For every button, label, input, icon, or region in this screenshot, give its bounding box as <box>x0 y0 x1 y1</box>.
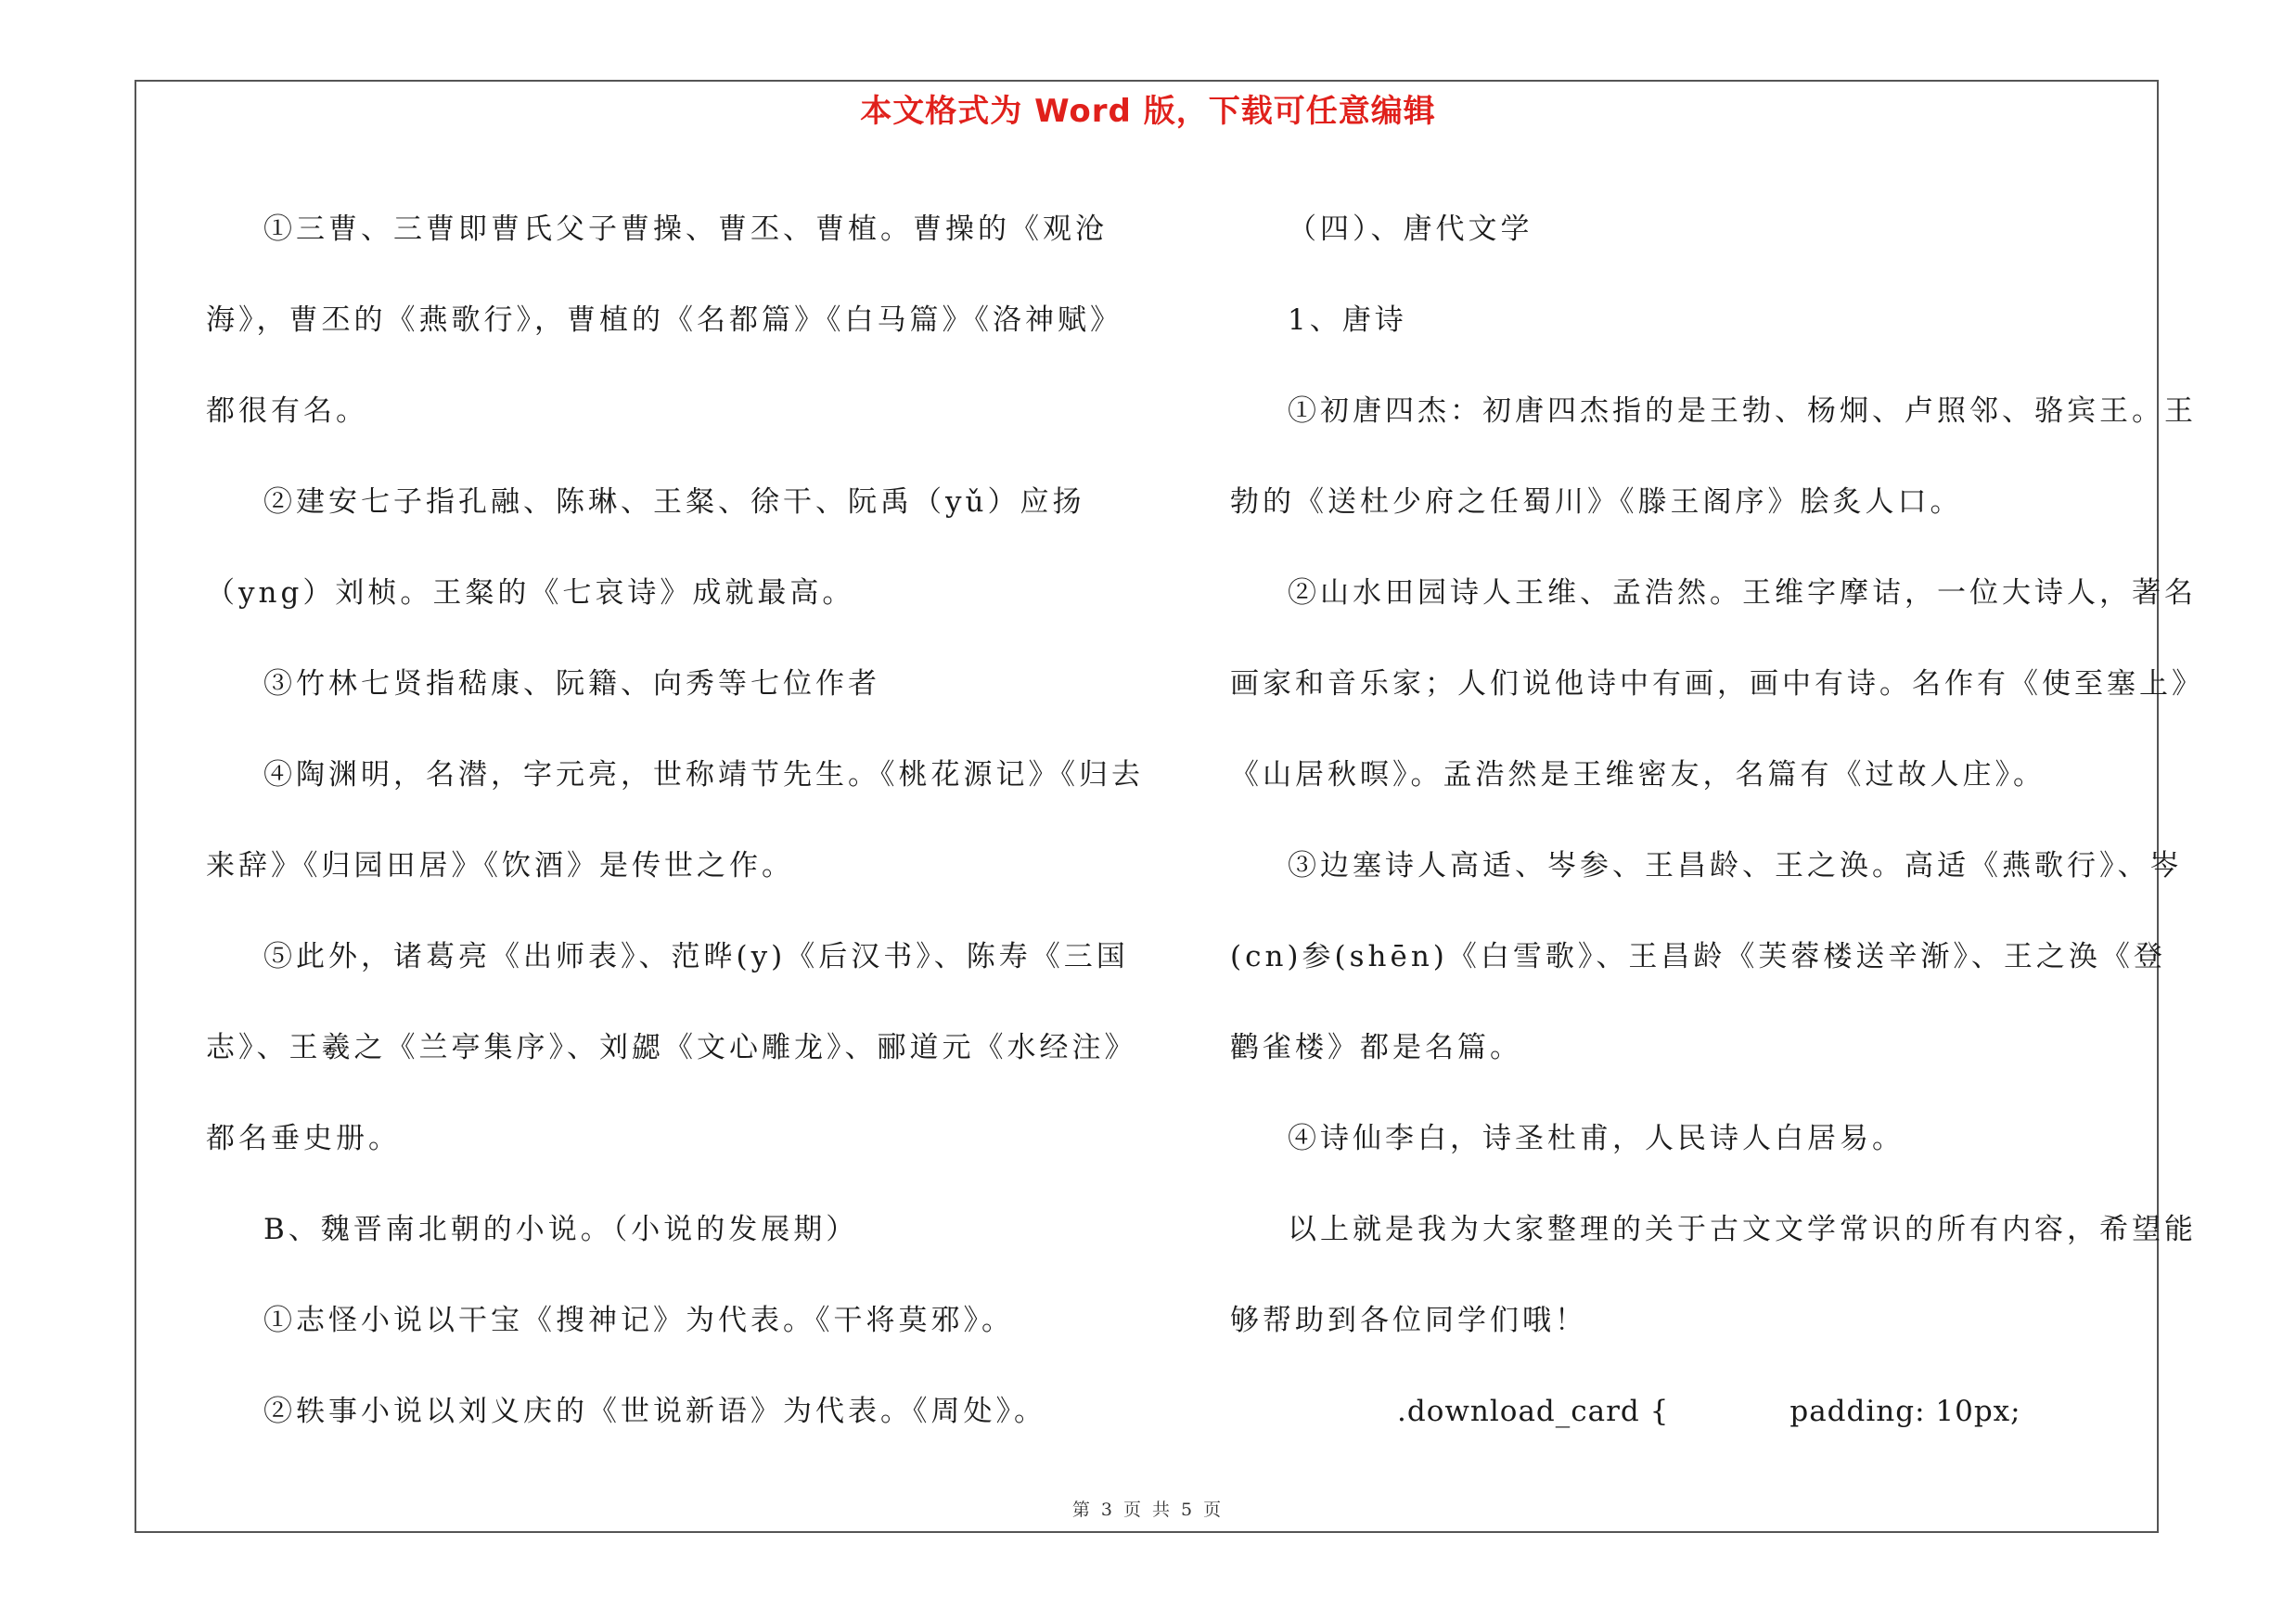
word-format-banner: 本文格式为 Word 版，下载可任意编辑 <box>860 93 1436 130</box>
paragraph-line: 勃的《送杜少府之任蜀川》《滕王阁序》脍炙人口。 <box>1230 485 1963 519</box>
paragraph-line: 都很有名。 <box>206 394 368 428</box>
paragraph-line: 鹳雀楼》都是名篇。 <box>1230 1031 1522 1064</box>
paragraph-line: 来辞》《归园田居》《饮酒》是传世之作。 <box>206 849 794 882</box>
paragraph-line: 以上就是我为大家整理的关于古文文学常识的所有内容，希望能 <box>1288 1213 2197 1246</box>
paragraph-line: ③竹林七贤指嵇康、阮籍、向秀等七位作者 <box>263 667 880 701</box>
paragraph-line: ②山水田园诗人王维、孟浩然。王维字摩诘，一位大诗人，著名 <box>1288 576 2197 610</box>
section-heading: B、魏晋南北朝的小说。（小说的发展期） <box>263 1213 859 1246</box>
paragraph-line: ②轶事小说以刘义庆的《世说新语》为代表。《周处》。 <box>263 1395 1046 1428</box>
css-selector-text: .download_card { <box>1397 1395 1670 1428</box>
paragraph-line: (cn)参(shēn)《白雪歌》、王昌龄《芙蓉楼送辛渐》、王之涣《登 <box>1230 940 2166 973</box>
paragraph-line: ④诗仙李白，诗圣杜甫，人民诗人白居易。 <box>1288 1122 1905 1155</box>
css-declaration-text: padding: 10px; <box>1789 1395 2021 1428</box>
paragraph-line: 海》，曹丕的《燕歌行》，曹植的《名都篇》《白马篇》《洛神赋》 <box>206 303 1122 337</box>
left-text-column <box>206 184 1152 1457</box>
stray-css-code-line <box>1230 1366 2176 1457</box>
page-number: 第 3 页 共 5 页 <box>1071 1500 1225 1520</box>
paragraph-line: 都名垂史册。 <box>206 1122 401 1155</box>
paragraph-line: 志》、王羲之《兰亭集序》、刘勰《文心雕龙》、郦道元《水经注》 <box>206 1031 1137 1064</box>
subsection-heading: 1、唐诗 <box>1288 303 1407 337</box>
paragraph-line: 画家和音乐家；人们说他诗中有画，画中有诗。名作有《使至塞上》 <box>1230 667 2204 701</box>
paragraph-line: ②建安七子指孔融、陈琳、王粲、徐干、阮禹（yǔ）应扬 <box>263 485 1085 519</box>
paragraph-line: ④陶渊明，名潜，字元亮，世称靖节先生。《桃花源记》《归去 <box>263 758 1144 792</box>
paragraph-line: ①初唐四杰：初唐四杰指的是王勃、杨炯、卢照邻、骆宾王。王 <box>1288 394 2197 428</box>
paragraph-line: ①志怪小说以干宝《搜神记》为代表。《干将莫邪》。 <box>263 1304 1014 1337</box>
paragraph-line: 《山居秋暝》。孟浩然是王维密友，名篇有《过故人庄》。 <box>1230 758 2046 792</box>
right-text-column <box>1230 184 2204 1457</box>
paragraph-line: 够帮助到各位同学们哦！ <box>1230 1304 1587 1337</box>
paragraph-line: （yng）刘桢。王粲的《七哀诗》成就最高。 <box>206 576 855 610</box>
section-heading: （四）、唐代文学 <box>1288 213 1533 246</box>
paragraph-line: ①三曹、三曹即曹氏父子曹操、曹丕、曹植。曹操的《观沧 <box>263 213 1108 246</box>
paragraph-line: ③边塞诗人高适、岑参、王昌龄、王之涣。高适《燕歌行》、岑 <box>1288 849 2183 882</box>
paragraph-line: ⑤此外，诸葛亮《出师表》、范晔(y)《后汉书》、陈寿《三国 <box>263 940 1129 973</box>
